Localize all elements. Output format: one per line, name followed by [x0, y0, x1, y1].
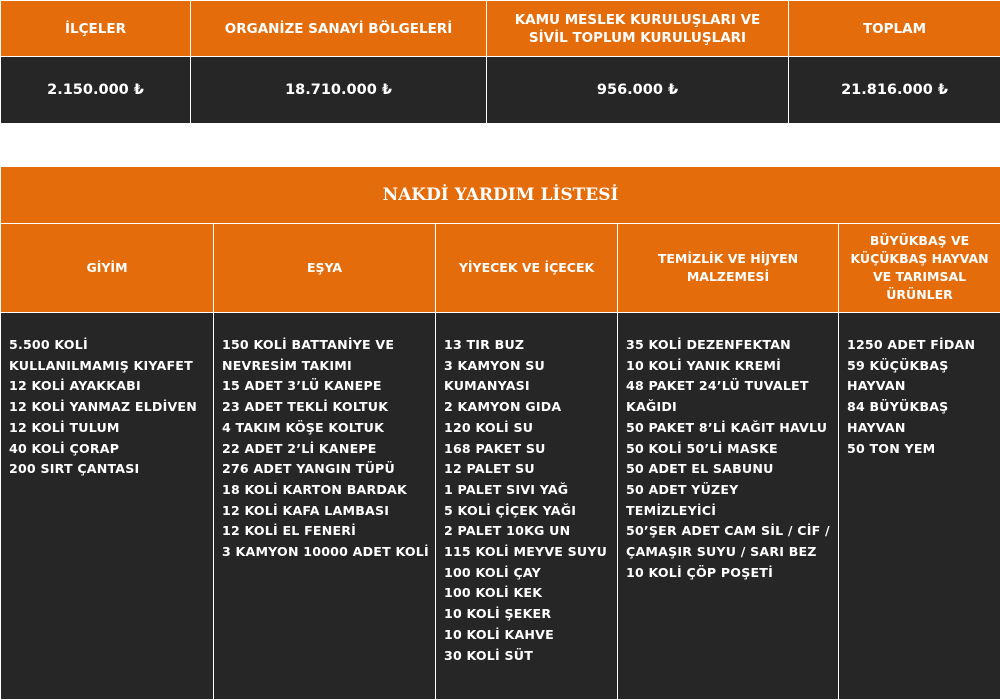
list-item: 10 KOLİ KAHVE — [444, 625, 611, 646]
list-item: 200 SIRT ÇANTASI — [9, 459, 207, 480]
summary-header-row — [1, 1, 1000, 57]
list-item: 1250 ADET FİDAN — [847, 335, 994, 356]
category-items-row — [1, 313, 1000, 700]
aid-list-table — [0, 166, 1000, 700]
list-item: 50 ADET EL SABUNU — [626, 459, 832, 480]
list-item: 100 KOLİ ÇAY — [444, 563, 611, 584]
list-item: 30 KOLİ SÜT — [444, 646, 611, 667]
category-header-clothing: GİYİM — [1, 224, 214, 313]
list-item: 15 ADET 3’LÜ KANEPE — [222, 376, 429, 397]
clothing-list — [1, 313, 214, 700]
list-item: 5 KOLİ ÇİÇEK YAĞI — [444, 501, 611, 522]
list-item: 84 BÜYÜKBAŞ HAYVAN — [847, 397, 994, 438]
list-item: 115 KOLİ MEYVE SUYU — [444, 542, 611, 563]
summary-header-public-organizations: KAMU MESLEK KURULUŞLARI VE SİVİL TOPLUM KURULUŞLARI — [487, 1, 789, 57]
list-item: 2 PALET 10KG UN — [444, 521, 611, 542]
list-item: 12 KOLİ AYAKKABI — [9, 376, 207, 397]
summary-value-industrial-zones: 18.710.000 ₺ — [191, 57, 487, 124]
list-item: 12 KOLİ YANMAZ ELDİVEN — [9, 397, 207, 418]
livestock-list — [839, 313, 1000, 700]
list-item: 13 TIR BUZ — [444, 335, 611, 356]
summary-value-districts: 2.150.000 ₺ — [1, 57, 191, 124]
category-header-food-drink: YİYECEK VE İÇECEK — [436, 224, 618, 313]
list-item: 3 KAMYON 10000 ADET KOLİ — [222, 542, 429, 563]
list-item: 2 KAMYON GIDA — [444, 397, 611, 418]
category-header-livestock: BÜYÜKBAŞ VE KÜÇÜKBAŞ HAYVAN VE TARIMSAL ÜRÜNLER — [839, 224, 1000, 313]
list-item: 276 ADET YANGIN TÜPÜ — [222, 459, 429, 480]
list-item: 150 KOLİ BATTANİYE VE NEVRESİM TAKIMI — [222, 335, 429, 376]
list-item: 4 TAKIM KÖŞE KOLTUK — [222, 418, 429, 439]
list-item: 22 ADET 2’Lİ KANEPE — [222, 439, 429, 460]
list-item: 12 KOLİ KAFA LAMBASI — [222, 501, 429, 522]
list-item: 48 PAKET 24’LÜ TUVALET KAĞIDI — [626, 376, 832, 417]
summary-table — [0, 0, 1000, 124]
summary-value-row — [1, 57, 1000, 124]
list-item: 50 PAKET 8’Lİ KAĞIT HAVLU — [626, 418, 832, 439]
list-item: 12 PALET SU — [444, 459, 611, 480]
food-drink-list — [436, 313, 618, 700]
goods-list — [214, 313, 436, 700]
list-item: 40 KOLİ ÇORAP — [9, 439, 207, 460]
list-item: 100 KOLİ KEK — [444, 583, 611, 604]
summary-header-districts: İLÇELER — [1, 1, 191, 57]
list-item: 12 KOLİ TULUM — [9, 418, 207, 439]
list-item: 10 KOLİ ŞEKER — [444, 604, 611, 625]
category-header-goods: EŞYA — [214, 224, 436, 313]
list-item: 120 KOLİ SU — [444, 418, 611, 439]
list-item: 10 KOLİ ÇÖP POŞETİ — [626, 563, 832, 584]
list-item: 3 KAMYON SU KUMANYASI — [444, 356, 611, 397]
aid-title-row — [1, 167, 1000, 224]
hygiene-list — [618, 313, 839, 700]
summary-header-industrial-zones: ORGANİZE SANAYİ BÖLGELERİ — [191, 1, 487, 57]
list-item: 35 KOLİ DEZENFEKTAN — [626, 335, 832, 356]
list-item: 50 ADET YÜZEY TEMİZLEYİCİ — [626, 480, 832, 521]
list-item: 168 PAKET SU — [444, 439, 611, 460]
summary-value-total: 21.816.000 ₺ — [789, 57, 1000, 124]
list-item: 50’ŞER ADET CAM SİL / CİF / ÇAMAŞIR SUYU / SARI BEZ — [626, 521, 832, 562]
list-item: 18 KOLİ KARTON BARDAK — [222, 480, 429, 501]
list-item: 59 KÜÇÜKBAŞ HAYVAN — [847, 356, 994, 397]
list-item: 12 KOLİ EL FENERİ — [222, 521, 429, 542]
list-item: 50 TON YEM — [847, 439, 994, 460]
list-item: 10 KOLİ YANIK KREMİ — [626, 356, 832, 377]
list-item: 1 PALET SIVI YAĞ — [444, 480, 611, 501]
list-item: 5.500 KOLİ KULLANILMAMIŞ KIYAFET — [9, 335, 207, 376]
summary-value-public-organizations: 956.000 ₺ — [487, 57, 789, 124]
category-header-hygiene: TEMİZLİK VE HİJYEN MALZEMESİ — [618, 224, 839, 313]
category-header-row — [1, 224, 1000, 313]
list-item: 50 KOLİ 50’Lİ MASKE — [626, 439, 832, 460]
aid-list-title: NAKDİ YARDIM LİSTESİ — [1, 167, 1000, 224]
list-item: 23 ADET TEKLİ KOLTUK — [222, 397, 429, 418]
summary-header-total: TOPLAM — [789, 1, 1000, 57]
